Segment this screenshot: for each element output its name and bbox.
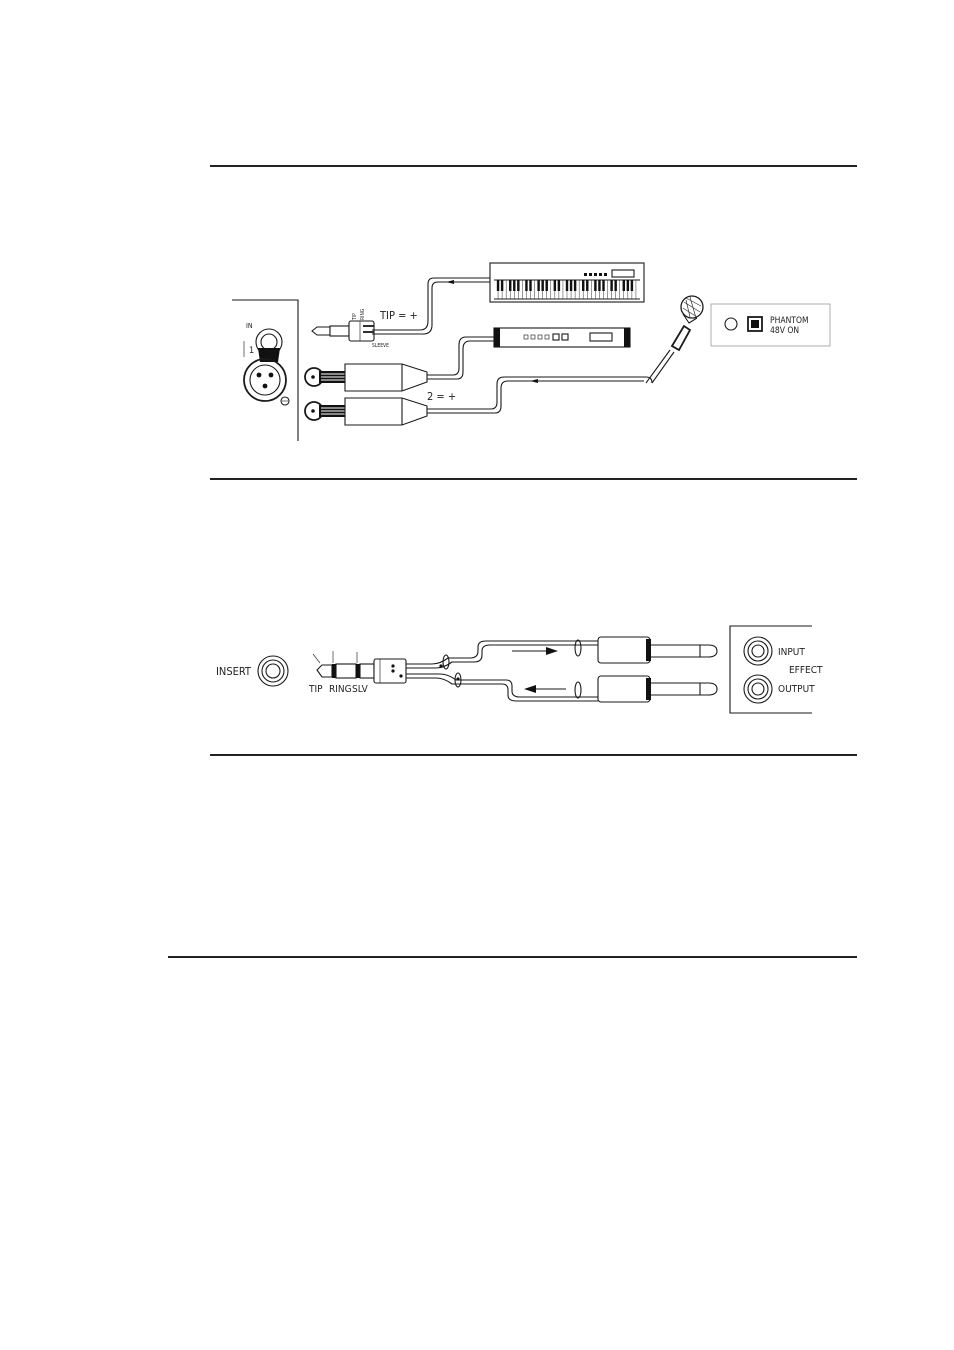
keyboard-black-key — [566, 280, 568, 291]
phantom-led-icon — [725, 318, 737, 330]
phantom-switch-button — [751, 320, 759, 328]
keyboard-black-key — [509, 280, 511, 291]
keyboard-black-key — [529, 280, 531, 291]
effect-output-plug-icon — [598, 676, 717, 702]
phantom-label-line1: PHANTOM — [770, 316, 809, 326]
arrow-microphone-icon — [530, 379, 564, 383]
insert-jack-icon — [258, 656, 288, 686]
xlr-plug-2-icon — [305, 398, 427, 425]
keyboard-black-key — [554, 280, 556, 291]
effect-label: EFFECT — [789, 665, 823, 676]
effect-unit-panel — [730, 626, 823, 713]
rule-section-end — [168, 956, 857, 958]
ring-label: RING — [329, 684, 352, 695]
microphone-cable — [427, 377, 652, 413]
jack-sleeve-small-label: SLEEVE — [372, 343, 389, 349]
keyboard-black-key — [525, 280, 527, 291]
keyboard-black-key — [598, 280, 600, 291]
trs-jack-plug-icon — [312, 308, 418, 349]
keyboard-black-key — [594, 280, 596, 291]
keyboard-black-key — [546, 280, 548, 291]
keyboard-black-key — [582, 280, 584, 291]
xlr-input-socket-icon — [244, 359, 286, 401]
keyboard-black-key — [602, 280, 604, 291]
arrow-keyboard-icon — [446, 280, 480, 284]
keyboard-black-key — [570, 280, 572, 291]
microphone-icon — [646, 296, 703, 383]
jack-tip-small-label: TIP — [352, 313, 358, 320]
effect-input-label: INPUT — [778, 647, 805, 658]
phantom-power-panel — [711, 304, 830, 346]
keyboard-black-key — [558, 280, 560, 291]
arrow-send-icon — [512, 647, 558, 655]
effect-input-jack-icon — [744, 637, 772, 665]
keyboard-black-key — [574, 280, 576, 291]
effect-output-label: OUTPUT — [778, 684, 815, 695]
keyboard-black-key — [541, 280, 543, 291]
rule-top — [210, 165, 857, 167]
keyboard-black-key — [586, 280, 588, 291]
keyboard-black-key — [623, 280, 625, 291]
keyboard-black-key — [513, 280, 515, 291]
xlr-plug-1-icon — [305, 364, 427, 391]
keyboard-black-key — [610, 280, 612, 291]
keyboard-black-key — [627, 280, 629, 291]
rack-cable — [427, 337, 494, 379]
mixer-channel-panel — [232, 300, 298, 441]
rule-figure2-bottom — [210, 754, 857, 756]
effect-input-plug-icon — [598, 637, 717, 663]
mic-input-label: IN — [246, 322, 253, 330]
rack-unit-icon — [494, 328, 630, 347]
slv-label: SLV — [352, 684, 368, 695]
keyboard-cable — [372, 278, 490, 334]
jack-ring-small-label: RING — [360, 308, 366, 320]
channel-number: 1 — [249, 346, 255, 356]
arrow-return-icon — [524, 685, 566, 693]
keyboard-black-key — [517, 280, 519, 291]
keyboard-black-key — [614, 280, 616, 291]
figure-input-connections — [0, 200, 954, 500]
keyboard-black-key — [497, 280, 499, 291]
keyboard-black-key — [631, 280, 633, 291]
tip-polarity-label: TIP = + — [380, 309, 418, 322]
keyboard-instrument-icon — [490, 263, 644, 302]
keyboard-black-key — [537, 280, 539, 291]
insert-trs-plug-icon — [313, 651, 406, 683]
effect-output-jack-icon — [744, 675, 772, 703]
insert-y-cable — [406, 640, 615, 701]
phantom-label-line2: 48V ON — [770, 326, 800, 336]
figure-insert-connection — [0, 610, 954, 730]
insert-label: INSERT — [216, 665, 251, 678]
pin2-polarity-label: 2 = + — [427, 390, 457, 403]
tip-label: TIP — [309, 684, 323, 695]
keyboard-black-key — [501, 280, 503, 291]
